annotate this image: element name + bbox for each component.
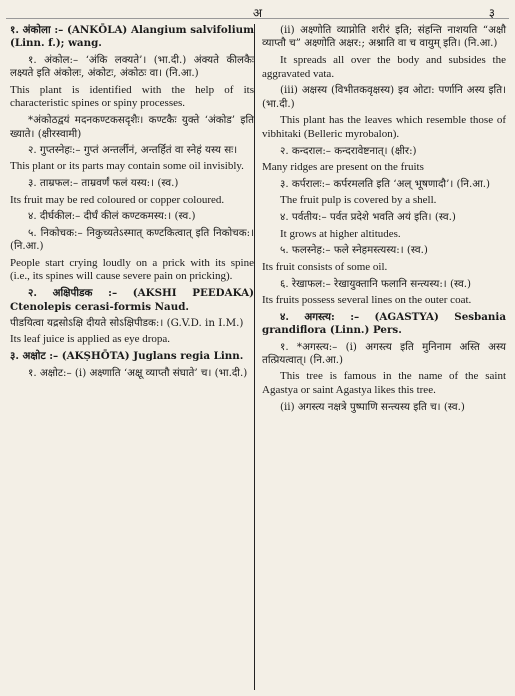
english-text: The fruit pulp is covered by a shell. (280, 194, 437, 207)
english-text: It spreads all over the body and subsides the aggravated vata. (262, 53, 506, 80)
entry-heading: १. अंकोला :– (ANKŌLA) Alangium salvifolium (Linn. f.); wang. (10, 24, 254, 50)
devanagari-text: (ii) अगस्त्य नक्षत्रे पुष्पाणि सन्त्यस्य इति च। (स्व.) (280, 401, 465, 414)
entry-heading: ३. अक्षोट :– (AKṢHŌTA) Juglans regia Linn. (10, 350, 244, 363)
english-text: Many ridges are present on the fruits (262, 161, 424, 174)
devanagari-text: १. *अगस्त्य:– (i) अगस्त्य इति मुनिनाम अस्ति अस्य तत्प्रियत्वात्। (नि.आ.) (262, 340, 506, 367)
english-text: Its leaf juice is applied as eye dropa. (10, 333, 171, 346)
devanagari-text: ६. रेखाफल:– रेखायुक्तानि फलानि सन्त्यस्य:। (स्व.) (280, 277, 471, 290)
devanagari-text: (iii) अक्षस्य (विभीतकवृक्षस्य) इव ओटा: पर्णानि अस्य इति। (भा.दी.) (262, 84, 506, 110)
devanagari-text: *अंकोठद्वयं मदनकण्टकसदृशैः। कण्टकैः युक्ते ‘अंकोड’ इति ख्याते। (क्षीरस्वामी) (10, 114, 254, 140)
column-divider (254, 24, 255, 690)
devanagari-text: १. अक्षोट:– (i) अक्ष्णाति ‘अक्षू व्याप्तौ संघाते’ च। (भा.दी.) (28, 366, 248, 379)
devanagari-text: १. अंकोल:– ‘अंकि लक्यते’। (भा.दी.) अंक्यते कीलकैः लक्ष्यते इति अंकोलः, अंकोटः, अंकोठः वा। (नि.आ.) (10, 53, 254, 80)
right-column (262, 24, 506, 417)
devanagari-text: ३. ताम्रफल:– ताम्रवर्णं फलं यस्य:। (स्व.) (28, 177, 179, 190)
english-text: This plant or its parts may contain some oil invisibly. (10, 160, 244, 173)
page-number: ३ (488, 6, 495, 20)
english-text: This plant is identified with the help of its characteristic spines or spiny processes. (10, 83, 254, 110)
running-head: अ (252, 6, 263, 20)
devanagari-text: २. कन्दराल:– कन्दरावेष्टनात्। (क्षीर:) (280, 144, 417, 157)
devanagari-text: (ii) अक्ष्णोति व्याप्नोति शरीरं इति; संहन्ति नाशयति “अक्षौ व्याप्तौ च” अक्ष्णोति अक्षर:; अश्नाति वा च वायुम् इति। (नि.आ.) (262, 24, 506, 50)
devanagari-text: पीडयित्वा यद्रसोऽक्षि दीयते सोऽक्षिपीडक:। (G.V.D. in I.M.) (10, 317, 244, 330)
english-text: Its fruits possess several lines on the outer coat. (262, 294, 472, 307)
devanagari-text: ३. कर्परालः:– कर्परमलति इति ‘अल् भूषणादौ’। (नि.आ.) (280, 178, 491, 191)
entry-heading: ४. अगस्त्य: :– (AGASTYA) Sesbania grandiflora (Linn.) Pers. (262, 310, 506, 337)
left-column (10, 24, 254, 383)
entry-heading: २. अक्षिपीडक :– (AKSHI PEEDAKA) Ctenolepis cerasi-formis Naud. (10, 287, 254, 313)
devanagari-text: ५. निकोचक:– निकुच्यतेऽस्मात् कण्टकित्वात् इति निकोचक:। (नि.आ.) (10, 226, 254, 253)
devanagari-text: ४. दीर्घकील:– दीर्घं कीलं कण्टकमस्य:। (स्व.) (28, 210, 196, 223)
header-rule (6, 18, 509, 19)
english-text: This tree is famous in the name of the saint Agastya or saint Agastya likes this tree. (262, 370, 506, 397)
english-text: Its fruit consists of some oil. (262, 260, 388, 273)
devanagari-text: ५. फलस्नेह:– फले स्नेहमस्त्यस्य:। (स्व.) (280, 244, 428, 257)
english-text: Its fruit may be red coloured or copper coloured. (10, 193, 225, 206)
english-text: People start crying loudly on a prick with its spine (i.e., its spines will cause severe pain on pricking). (10, 256, 254, 283)
english-text: It grows at higher altitudes. (280, 227, 401, 240)
devanagari-text: ४. पर्वतीय:– पर्वत प्रदेशे भवति अयं इति। (स्व.) (280, 211, 456, 224)
devanagari-text: २. गुप्तस्नेहः:– गुप्तं अन्तर्लीनं, अन्तर्हितं वा स्नेहं यस्य सः। (28, 144, 238, 157)
english-text: This plant has the leaves which resemble those of vibhitaki (Belleric myrobalon). (262, 114, 506, 141)
